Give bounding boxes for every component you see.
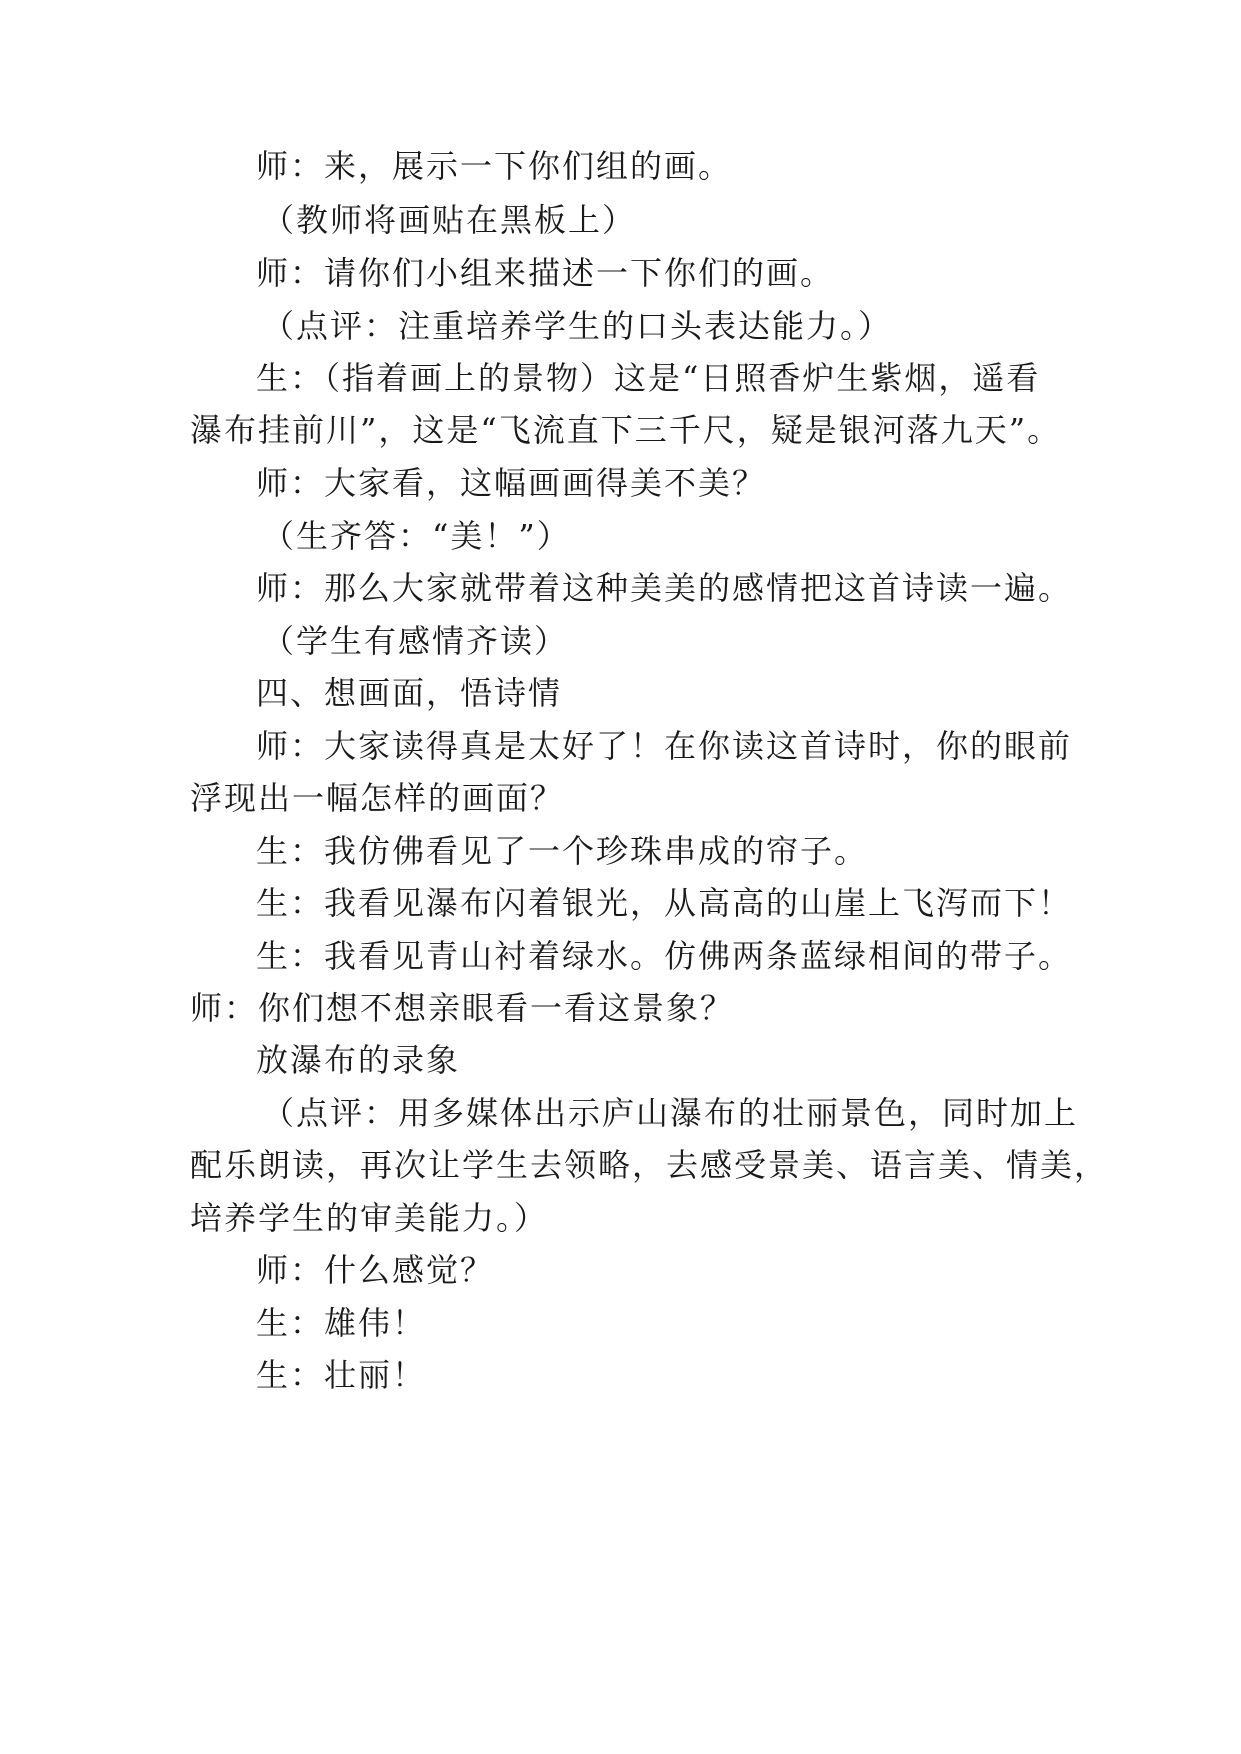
paragraph-line: 生：我看见瀑布闪着银光，从高高的山崖上飞泻而下！	[256, 884, 1073, 922]
paragraph-line: 生：我仿佛看见了一个珍珠串成的帘子。	[256, 832, 869, 870]
paragraph-line: （学生有感情齐读）	[262, 622, 569, 660]
paragraph-line: 瀑布挂前川”，这是“飞流直下三千尺，疑是银河落九天”。	[190, 411, 1062, 449]
paragraph-line: 放瀑布的录象	[256, 1041, 461, 1079]
paragraph-line: 培养学生的审美能力。）	[190, 1199, 549, 1237]
paragraph-line: 师：什么感觉？	[256, 1251, 495, 1289]
paragraph-line: 师：来，展示一下你们组的画。	[256, 147, 733, 185]
paragraph-line: （生齐答：“美！”）	[262, 517, 571, 555]
paragraph-line: 配乐朗读，再次让学生去领略，去感受景美、语言美、情美，	[190, 1146, 1109, 1184]
paragraph-line: 师：请你们小组来描述一下你们的画。	[256, 254, 835, 292]
paragraph-line: 生：我看见青山衬着绿水。仿佛两条蓝绿相间的带子。	[256, 937, 1073, 975]
paragraph-line: （教师将画贴在黑板上）	[262, 201, 637, 239]
section-heading: 四、想画面，悟诗情	[256, 674, 563, 712]
paragraph-line: 生：雄伟！	[256, 1304, 427, 1342]
paragraph-line: 生：壮丽！	[256, 1356, 427, 1394]
paragraph-line: （点评：用多媒体出示庐山瀑布的壮丽景色，同时加上	[262, 1094, 1079, 1132]
paragraph-line: 师：大家读得真是太好了！在你读这首诗时，你的眼前	[256, 727, 1073, 765]
paragraph-line: 浮现出一幅怎样的画面？	[190, 779, 565, 817]
paragraph-line: 生：（指着画上的景物）这是“日照香炉生紫烟，遥看	[256, 359, 1041, 397]
paragraph-line: 师：大家看，这幅画画得美不美？	[256, 464, 767, 502]
paragraph-line: 师：那么大家就带着这种美美的感情把这首诗读一遍。	[256, 569, 1073, 607]
paragraph-line: （点评：注重培养学生的口头表达能力。）	[262, 307, 893, 345]
paragraph-line: 师：你们想不想亲眼看一看这景象？	[190, 989, 735, 1027]
